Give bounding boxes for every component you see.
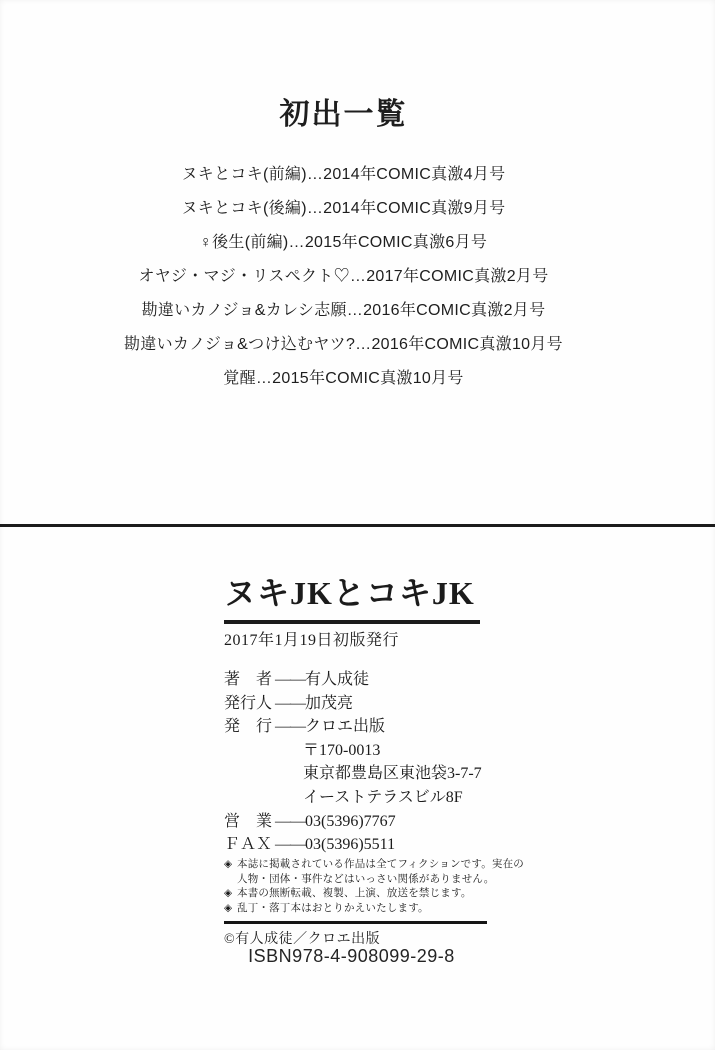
credit-label: ＦＡＸ: [224, 836, 273, 854]
section-divider-rule: [0, 524, 715, 527]
diamond-bullet-icon: ◈: [224, 858, 233, 870]
note-text: 本誌に掲載されている作品は全てフィクションです。実在の 人物・団体・事件などはいっさい関係がありません。: [237, 858, 525, 885]
publication-entry: 勘違いカノジョ&つけ込むヤツ?…2016年COMIC真激10月号: [124, 336, 563, 353]
publisher-info: [224, 668, 534, 857]
publication-entry: ヌキとコキ(前編)…2014年COMIC真激4月号: [181, 166, 506, 183]
credit-dash: ——: [275, 694, 305, 712]
credit-label: 営 業: [224, 812, 273, 830]
diamond-bullet-icon: ◈: [224, 888, 233, 900]
book-title-underline: [224, 620, 480, 624]
publication-entry: 覚醒…2015年COMIC真激10月号: [223, 370, 464, 387]
phone-number: 03(5396)7767: [305, 812, 396, 830]
credit-row-issuer: [224, 692, 534, 716]
first-publication-section: [0, 0, 715, 396]
credit-dash: ——: [275, 671, 305, 688]
postal-code: 〒170-0013: [303, 741, 381, 759]
colophon-block: [224, 572, 534, 949]
first-publication-title: 初出一覧: [279, 98, 408, 131]
credit-label: 発行人: [224, 694, 273, 712]
credit-value: クロエ出版: [305, 718, 386, 736]
address-line: イーストテラスビル8F: [303, 788, 463, 806]
note-text: 本書の無断転載、複製、上演、放送を禁じます。: [237, 888, 472, 900]
credit-dash: ——: [275, 718, 305, 736]
copyright-divider-rule: [224, 921, 487, 924]
credit-row-author: [224, 668, 534, 692]
credit-dash: ——: [275, 836, 305, 854]
address-line: 東京都豊島区東池袋3-7-7: [303, 765, 482, 783]
note-item: [224, 887, 514, 902]
credit-dash: ——: [275, 812, 305, 830]
contact-row-sales: [224, 810, 534, 834]
publication-entry: ヌキとコキ(後編)…2014年COMIC真激9月号: [181, 200, 506, 217]
first-publication-list: [0, 158, 687, 396]
publication-entry: オヤジ・マジ・リスペクト♡…2017年COMIC真激2月号: [138, 268, 549, 285]
credit-value: 加茂亮: [305, 694, 354, 712]
fax-number: 03(5396)5511: [305, 836, 396, 854]
publication-entry: ♀後生(前編)…2015年COMIC真激6月号: [199, 234, 488, 251]
credit-label: 発 行: [224, 718, 273, 736]
note-item: [224, 902, 514, 917]
diamond-bullet-icon: ◈: [224, 903, 233, 915]
book-title: ヌキJKとコキJK: [224, 575, 475, 611]
publication-entry: 勘違いカノジョ&カレシ志願…2016年COMIC真激2月号: [141, 302, 546, 319]
credit-label: 著 者: [224, 671, 273, 688]
contact-row-fax: [224, 833, 534, 857]
note-text: 乱丁・落丁本はおとりかえいたします。: [237, 903, 429, 915]
isbn: ISBN978-4-908099-29-8: [248, 946, 455, 966]
legal-notes: [224, 858, 525, 917]
copyright-line: ©有人成徒／クロエ出版: [224, 931, 381, 947]
edition-date: 2017年1月19日初版発行: [224, 632, 400, 649]
credit-row-publisher: [224, 715, 534, 739]
credit-value: 有人成徒: [305, 671, 370, 688]
note-item: [224, 858, 525, 888]
